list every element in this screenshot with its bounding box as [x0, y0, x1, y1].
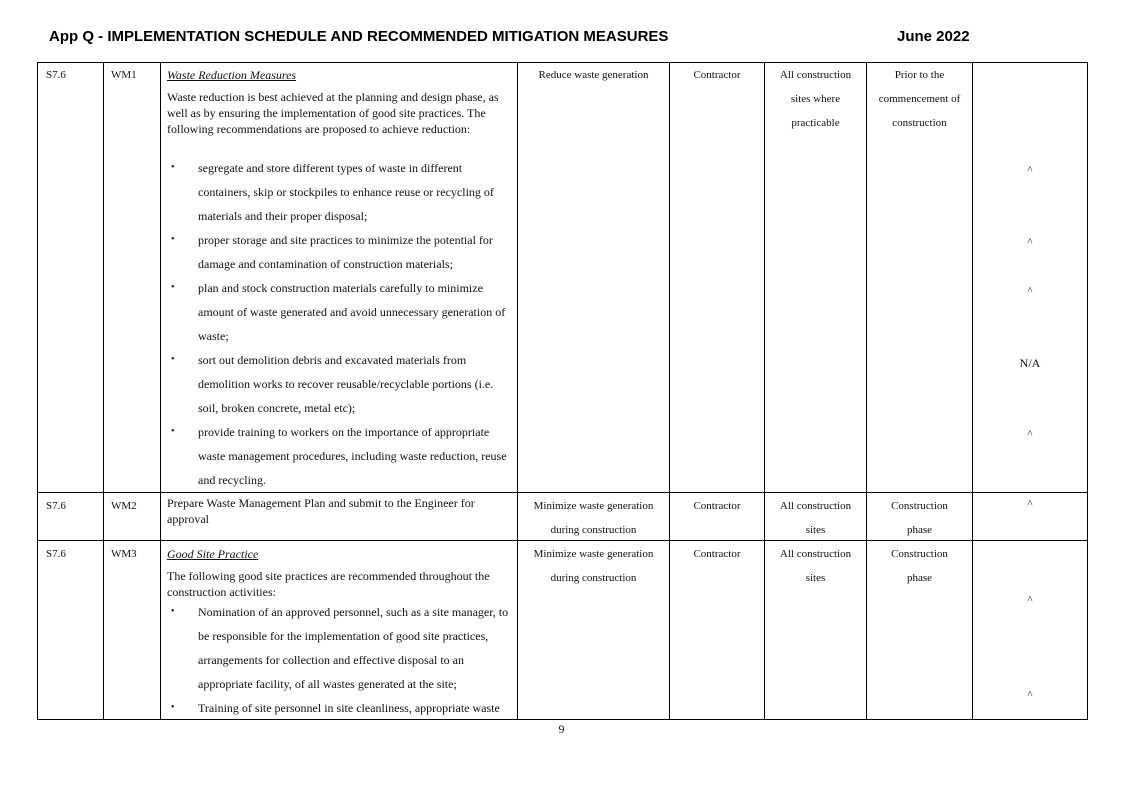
status-mark: ^ — [1027, 498, 1033, 510]
bullet-line: materials and their proper disposal; — [198, 209, 368, 223]
status-mark: ^ — [1027, 428, 1033, 440]
table-cell-code: WM2 — [111, 500, 137, 512]
measure-text-line: approval — [167, 512, 209, 526]
status-mark: N/A — [1019, 356, 1041, 370]
table-cell-ref: S7.6 — [46, 548, 66, 560]
measure-text-line: Prepare Waste Management Plan and submit to the Engineer for — [167, 496, 475, 510]
bullet-line: be responsible for the implementation of good site practices, — [198, 629, 489, 643]
table-cell-objective: Reduce waste generation — [538, 69, 649, 81]
bullet-icon: • — [171, 606, 175, 617]
column-divider — [972, 63, 973, 719]
table-cell-agent: Contractor — [693, 548, 741, 560]
table-cell-ref: S7.6 — [46, 500, 66, 512]
report-date: June 2022 — [897, 28, 970, 45]
table-cell-code: WM3 — [111, 548, 137, 560]
table-cell-objective: Minimize waste generation — [533, 500, 654, 512]
bullet-line: containers, skip or stockpiles to enhance reuse or recycling of — [198, 185, 494, 199]
table-cell-location: sites — [805, 572, 826, 584]
bullet-line: sort out demolition debris and excavated materials from — [198, 353, 467, 367]
bullet-line: Nomination of an approved personnel, such as a site manager, to — [198, 605, 509, 619]
bullet-line: Training of site personnel in site cleanliness, appropriate waste — [198, 701, 500, 715]
bullet-line: segregate and store different types of waste in different — [198, 161, 463, 175]
bullet-icon: • — [171, 282, 175, 293]
measure-intro-line: Waste reduction is best achieved at the planning and design phase, as — [167, 90, 499, 104]
bullet-icon: • — [171, 426, 175, 437]
bullet-line: waste management procedures, including waste reduction, reuse — [198, 449, 507, 463]
bullet-line: plan and stock construction materials carefully to minimize — [198, 281, 483, 295]
table-cell-code: WM1 — [111, 69, 137, 81]
column-divider — [160, 63, 161, 719]
measure-intro-line: well as by ensuring the implementation of good site practices. The — [167, 106, 486, 120]
table-cell-timing: Construction — [891, 500, 948, 512]
bullet-line: appropriate facility, of all wastes generated at the site; — [198, 677, 457, 691]
status-mark: ^ — [1027, 285, 1033, 297]
page-title: App Q - IMPLEMENTATION SCHEDULE AND RECOMMENDED MITIGATION MEASURES — [49, 28, 669, 45]
table-cell-agent: Contractor — [693, 500, 741, 512]
measure-heading: Good Site Practice — [167, 547, 259, 561]
bullet-icon: • — [171, 162, 175, 173]
measure-intro-line: construction activities: — [167, 585, 276, 599]
column-divider — [669, 63, 670, 719]
bullet-line: and recycling. — [198, 473, 266, 487]
status-mark: ^ — [1027, 236, 1033, 248]
table-cell-objective: Minimize waste generation — [533, 548, 654, 560]
bullet-line: proper storage and site practices to minimize the potential for — [198, 233, 493, 247]
table-cell-location: All construction — [779, 500, 852, 512]
table-cell-ref: S7.6 — [46, 69, 66, 81]
table-cell-timing: commencement of — [878, 93, 961, 105]
measure-intro-line: The following good site practices are recommended throughout the — [167, 569, 490, 583]
table-cell-timing: phase — [906, 524, 933, 536]
bullet-line: damage and contamination of construction materials; — [198, 257, 453, 271]
status-mark: ^ — [1027, 594, 1033, 606]
table-cell-objective: during construction — [550, 524, 637, 536]
table-cell-timing: Construction — [891, 548, 948, 560]
bullet-icon: • — [171, 702, 175, 713]
status-mark: ^ — [1027, 164, 1033, 176]
table-cell-location: All construction — [779, 69, 852, 81]
row-divider — [38, 540, 1087, 541]
status-mark: ^ — [1027, 689, 1033, 701]
table-cell-timing: Prior to the — [894, 69, 945, 81]
table-cell-location: sites — [805, 524, 826, 536]
bullet-icon: • — [171, 234, 175, 245]
table-cell-location: practicable — [791, 117, 840, 129]
bullet-line: waste; — [198, 329, 229, 343]
table-cell-timing: phase — [906, 572, 933, 584]
table-cell-objective: during construction — [550, 572, 637, 584]
column-divider — [517, 63, 518, 719]
table-cell-timing: construction — [892, 117, 947, 129]
bullet-line: provide training to workers on the importance of appropriate — [198, 425, 490, 439]
column-divider — [764, 63, 765, 719]
page-number: 9 — [558, 722, 565, 736]
table-cell-location: All construction — [779, 548, 852, 560]
measure-intro-line: following recommendations are proposed to achieve reduction: — [167, 122, 471, 136]
column-divider — [866, 63, 867, 719]
table-cell-agent: Contractor — [693, 69, 741, 81]
mitigation-table — [37, 62, 1088, 720]
bullet-icon: • — [171, 354, 175, 365]
bullet-line: demolition works to recover reusable/recyclable portions (i.e. — [198, 377, 494, 391]
bullet-line: arrangements for collection and effective disposal to an — [198, 653, 465, 667]
measure-heading: Waste Reduction Measures — [167, 68, 297, 82]
table-cell-location: sites where — [790, 93, 841, 105]
column-divider — [103, 63, 104, 719]
bullet-line: soil, broken concrete, metal etc); — [198, 401, 356, 415]
bullet-line: amount of waste generated and avoid unnecessary generation of — [198, 305, 506, 319]
row-divider — [38, 492, 1087, 493]
